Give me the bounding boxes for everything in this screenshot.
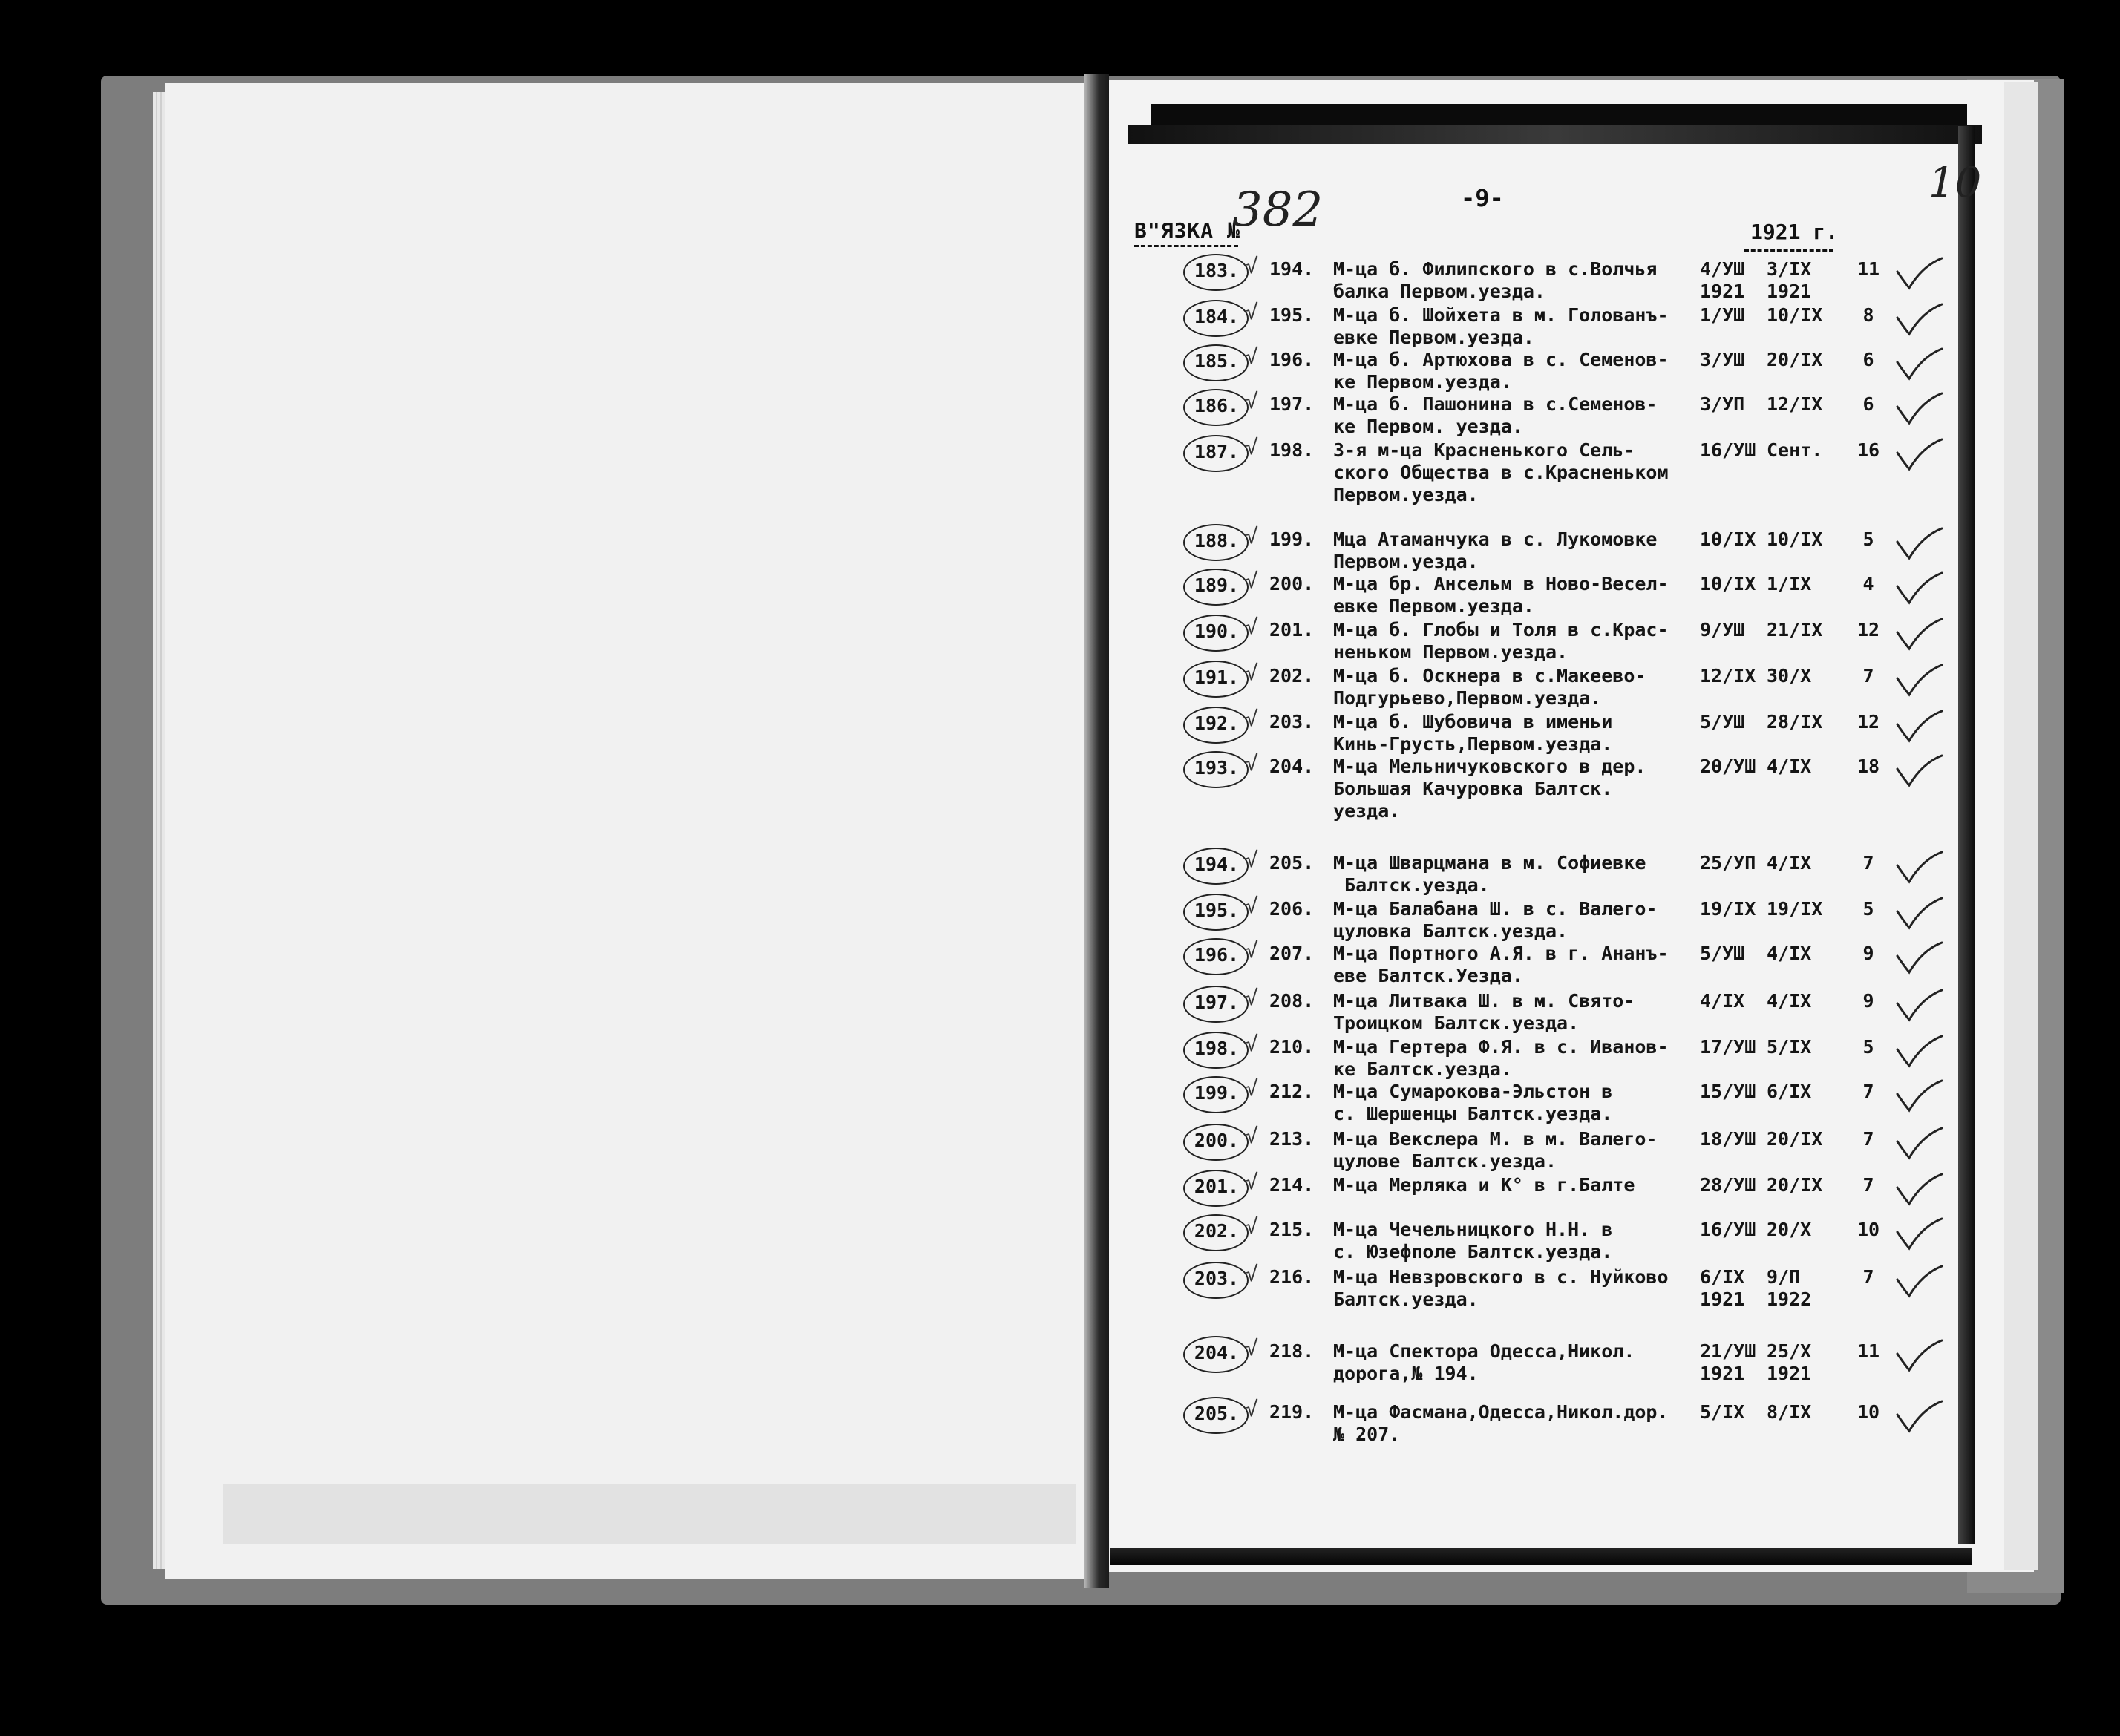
row-number-text: 191. [1194,666,1240,688]
entry-description: М-ца Невзровского в с. Нуйково Балтск.уезда. [1333,1266,1669,1310]
row-number-text: 203. [1194,1268,1240,1289]
checkmark-icon [1893,1337,1945,1375]
checkmark-icon [1893,753,1945,790]
start-date: 15/УШ [1700,1081,1756,1102]
row-number [1183,711,1250,745]
small-tick-icon: √ [1246,435,1258,459]
item-count: 6 [1862,393,1874,415]
old-number: 208. [1269,990,1315,1012]
end-date: 20/IX [1767,349,1823,370]
checkmark-icon [1893,662,1945,699]
entry-description: М-ца Спектора Одесса,Никол. дорога,№ 194. [1333,1340,1635,1384]
row-number-text: 201. [1194,1176,1240,1197]
row-number-text: 197. [1194,992,1240,1013]
end-date: 30/Х [1767,665,1812,687]
row-number-text: 198. [1194,1038,1240,1059]
row-number-text: 204. [1194,1342,1240,1363]
item-count: 11 [1856,1340,1880,1362]
entry-description: М-ца Фасмана,Одесса,Никол.дор. № 207. [1333,1401,1669,1445]
start-date: 21/УШ 1921 [1700,1340,1756,1384]
old-number: 218. [1269,1340,1315,1362]
row-number [1183,1401,1250,1435]
start-date: 6/IX 1921 [1700,1266,1745,1310]
entry-description: М-ца Гертера Ф.Я. в с. Иванов- ке Балтск.уезда. [1333,1036,1669,1080]
entry-description: 3-я м-ца Красненького Сель- ского Общества в с.Красненьком Первом.уезда. [1333,439,1669,505]
end-date: 10/IX [1767,304,1823,326]
end-date: 25/Х 1921 [1767,1340,1812,1384]
book-spine [1084,74,1109,1588]
small-tick-icon: √ [1246,1032,1258,1056]
checkmark-icon [1893,895,1945,932]
row-number-text: 194. [1194,854,1240,875]
row-number-text: 183. [1194,260,1240,281]
end-date: 4/IX [1767,990,1812,1012]
small-tick-icon: √ [1246,661,1258,685]
checkmark-icon [1893,570,1945,607]
entry-description: М-ца Векслера М. в м. Валего- цулове Балтск.уезда. [1333,1128,1658,1172]
row-number-text: 188. [1194,530,1240,551]
end-date: 10/IX [1767,528,1823,550]
item-count: 9 [1862,943,1874,964]
start-date: 16/УШ [1700,1219,1756,1240]
item-count: 5 [1862,528,1874,550]
old-number: 202. [1269,665,1315,687]
checkmark-icon [1893,987,1945,1024]
checkmark-icon [1893,849,1945,886]
small-tick-icon: √ [1246,938,1258,963]
bundle-number-handwritten: 382 [1232,183,1324,238]
old-number: 216. [1269,1266,1315,1288]
row-number-text: 205. [1194,1403,1240,1424]
row-number-text: 192. [1194,713,1240,734]
small-tick-icon: √ [1246,751,1258,776]
row-number [1183,439,1250,474]
year-underline [1744,249,1833,252]
start-date: 4/УШ 1921 [1700,258,1745,302]
start-date: 1/УШ [1700,304,1745,326]
row-number [1183,393,1250,428]
photocopy-dark-strip-lower [1128,125,1982,144]
entry-description: М-ца Мельничуковского в дер. Большая Качуровка Балтск. уезда. [1333,756,1646,822]
row-number [1183,1219,1250,1253]
row-number [1183,943,1250,977]
item-count: 12 [1856,619,1880,641]
old-number: 213. [1269,1128,1315,1150]
register-table [1113,252,1960,1499]
row-number [1183,852,1250,886]
entry-description: М-ца б. Оскнера в с.Макеево- Подгурьево,Первом.уезда. [1333,665,1646,709]
photocopy-bottom-edge [1110,1548,1972,1565]
item-count: 7 [1862,1266,1874,1288]
item-count: 5 [1862,1036,1874,1058]
checkmark-icon [1893,1125,1945,1162]
small-tick-icon: √ [1246,1397,1258,1421]
entry-description: М-ца Шварцмана в м. Софиевке Балтск.уезда. [1333,852,1646,896]
corner-number-handwritten: 10 [1928,159,1982,207]
old-number: 215. [1269,1219,1315,1240]
old-number: 199. [1269,528,1315,550]
checkmark-icon [1893,1398,1945,1435]
old-number: 197. [1269,393,1315,415]
old-number: 210. [1269,1036,1315,1058]
checkmark-icon [1893,1263,1945,1300]
checkmark-icon [1893,346,1945,383]
end-date: 20/IX [1767,1128,1823,1150]
small-tick-icon: √ [1246,894,1258,918]
start-date: 25/УП [1700,852,1756,874]
row-number-text: 186. [1194,395,1240,416]
small-tick-icon: √ [1246,300,1258,324]
old-number: 212. [1269,1081,1315,1102]
row-number [1183,1036,1250,1070]
small-tick-icon: √ [1246,254,1258,278]
bundle-underline [1134,245,1238,247]
start-date: 12/IX [1700,665,1756,687]
row-number-text: 202. [1194,1220,1240,1242]
entry-description: М-ца Сумарокова-Эльстон в с. Шершенцы Балтск.уезда. [1333,1081,1613,1124]
item-count: 16 [1856,439,1880,461]
checkmark-icon [1893,1078,1945,1115]
item-count: 10 [1856,1401,1880,1423]
row-number [1183,573,1250,607]
small-tick-icon: √ [1246,1214,1258,1239]
checkmark-icon [1893,1033,1945,1070]
row-number [1183,349,1250,383]
start-date: 5/УШ [1700,711,1745,733]
start-date: 4/IX [1700,990,1745,1012]
start-date: 20/УШ [1700,756,1756,777]
row-number [1183,1174,1250,1208]
item-count: 6 [1862,349,1874,370]
end-date: 6/IX [1767,1081,1812,1102]
end-date: 4/IX [1767,756,1812,777]
old-number: 200. [1269,573,1315,595]
start-date: 18/УШ [1700,1128,1756,1150]
start-date: 17/УШ [1700,1036,1756,1058]
entry-description: М-ца б. Глобы и Толя в с.Крас- неньком Первом.уезда. [1333,619,1669,663]
entry-description: М-ца бр. Ансельм в Ново-Весел- евке Первом.уезда. [1333,573,1669,617]
end-date: 3/IX 1921 [1767,258,1812,302]
page-number: -9- [1461,184,1504,212]
row-number [1183,1128,1250,1162]
start-date: 16/УШ [1700,439,1756,461]
entry-description: М-ца б. Пашонина в с.Семенов- ке Первом. уезда. [1333,393,1658,437]
small-tick-icon: √ [1246,986,1258,1010]
row-number-text: 200. [1194,1130,1240,1151]
checkmark-icon [1893,1171,1945,1208]
entry-description: М-ца б. Артюхова в с. Семенов- ке Первом.уезда. [1333,349,1669,393]
row-number [1183,990,1250,1024]
small-tick-icon: √ [1246,524,1258,548]
checkmark-icon [1893,301,1945,338]
entry-description: М-ца Балабана Ш. в с. Валего- цуловка Балтск.уезда. [1333,898,1658,942]
end-date: Сент. [1767,439,1823,461]
start-date: 3/УП [1700,393,1745,415]
row-number-text: 187. [1194,441,1240,462]
item-count: 4 [1862,573,1874,595]
old-number: 203. [1269,711,1315,733]
row-number [1183,665,1250,699]
small-tick-icon: √ [1246,1336,1258,1360]
end-date: 8/IX [1767,1401,1812,1423]
row-number-text: 185. [1194,350,1240,372]
old-number: 219. [1269,1401,1315,1423]
end-date: 4/IX [1767,852,1812,874]
checkmark-icon [1893,708,1945,745]
item-count: 18 [1856,756,1880,777]
row-number-text: 196. [1194,944,1240,966]
old-number: 207. [1269,943,1315,964]
start-date: 10/IX [1700,573,1756,595]
small-tick-icon: √ [1246,1124,1258,1148]
checkmark-icon [1893,436,1945,474]
checkmark-icon [1893,940,1945,977]
old-number: 214. [1269,1174,1315,1196]
checkmark-icon [1893,616,1945,653]
end-date: 28/IX [1767,711,1823,733]
old-number: 204. [1269,756,1315,777]
start-date: 5/IX [1700,1401,1745,1423]
left-page-band [223,1484,1076,1544]
end-date: 5/IX [1767,1036,1812,1058]
start-date: 10/IX [1700,528,1756,550]
row-number [1183,528,1250,563]
small-tick-icon: √ [1246,569,1258,593]
item-count: 8 [1862,304,1874,326]
row-number-text: 184. [1194,306,1240,327]
row-number [1183,1081,1250,1115]
start-date: 3/УШ [1700,349,1745,370]
row-number [1183,1340,1250,1375]
row-number-text: 195. [1194,900,1240,921]
item-count: 5 [1862,898,1874,920]
entry-description: Мца Атаманчука в с. Лукомовке Первом.уезда. [1333,528,1658,572]
item-count: 11 [1856,258,1880,280]
row-number [1183,304,1250,338]
start-date: 19/IX [1700,898,1756,920]
entry-description: М-ца Портного А.Я. в г. Ананъ- еве Балтск.Уезда. [1333,943,1669,986]
checkmark-icon [1893,525,1945,563]
end-date: 1/IX [1767,573,1812,595]
small-tick-icon: √ [1246,389,1258,413]
end-date: 9/П 1922 [1767,1266,1812,1310]
entry-description: М-ца б. Шойхета в м. Голованъ- евке Первом.уезда. [1333,304,1669,348]
entry-description: М-ца б. Шубовича в именьи Кинь-Грусть,Первом.уезда. [1333,711,1613,755]
old-number: 196. [1269,349,1315,370]
small-tick-icon: √ [1246,615,1258,639]
end-date: 4/IX [1767,943,1812,964]
checkmark-icon [1893,390,1945,428]
small-tick-icon: √ [1246,707,1258,731]
old-number: 201. [1269,619,1315,641]
row-number-text: 189. [1194,574,1240,596]
row-number-text: 199. [1194,1082,1240,1104]
item-count: 12 [1856,711,1880,733]
end-date: 12/IX [1767,393,1823,415]
year-label: 1921 г. [1750,220,1839,244]
end-date: 20/IX [1767,1174,1823,1196]
start-date: 5/УШ [1700,943,1745,964]
old-number: 205. [1269,852,1315,874]
entry-description: М-ца б. Филипского в с.Волчья балка Первом.уезда. [1333,258,1658,302]
entry-description: М-ца Мерляка и К° в г.Балте [1333,1174,1635,1196]
row-number [1183,619,1250,653]
row-number [1183,258,1250,292]
end-date: 19/IX [1767,898,1823,920]
start-date: 9/УШ [1700,619,1745,641]
left-page-bleedthrough [215,134,1061,1544]
item-count: 7 [1862,1174,1874,1196]
small-tick-icon: √ [1246,344,1258,369]
item-count: 7 [1862,1081,1874,1102]
checkmark-icon [1893,255,1945,292]
end-date: 21/IX [1767,619,1823,641]
item-count: 9 [1862,990,1874,1012]
item-count: 10 [1856,1219,1880,1240]
old-number: 198. [1269,439,1315,461]
row-number-text: 190. [1194,620,1240,642]
row-number-text: 193. [1194,757,1240,779]
start-date: 28/УШ [1700,1174,1756,1196]
old-number: 206. [1269,898,1315,920]
small-tick-icon: √ [1246,1076,1258,1101]
end-date: 20/Х [1767,1219,1812,1240]
small-tick-icon: √ [1246,1262,1258,1286]
row-number [1183,756,1250,790]
item-count: 7 [1862,852,1874,874]
checkmark-icon [1893,1216,1945,1253]
row-number [1183,1266,1250,1300]
small-tick-icon: √ [1246,848,1258,872]
item-count: 7 [1862,1128,1874,1150]
bundle-label: В"ЯЗКА № [1134,218,1240,243]
row-number [1183,898,1250,932]
old-number: 195. [1269,304,1315,326]
item-count: 7 [1862,665,1874,687]
entry-description: М-ца Литвака Ш. в м. Свято- Троицком Балтск.уезда. [1333,990,1635,1034]
entry-description: М-ца Чечельницкого Н.Н. в с. Юзефполе Балтск.уезда. [1333,1219,1613,1262]
old-number: 194. [1269,258,1315,280]
small-tick-icon: √ [1246,1170,1258,1194]
